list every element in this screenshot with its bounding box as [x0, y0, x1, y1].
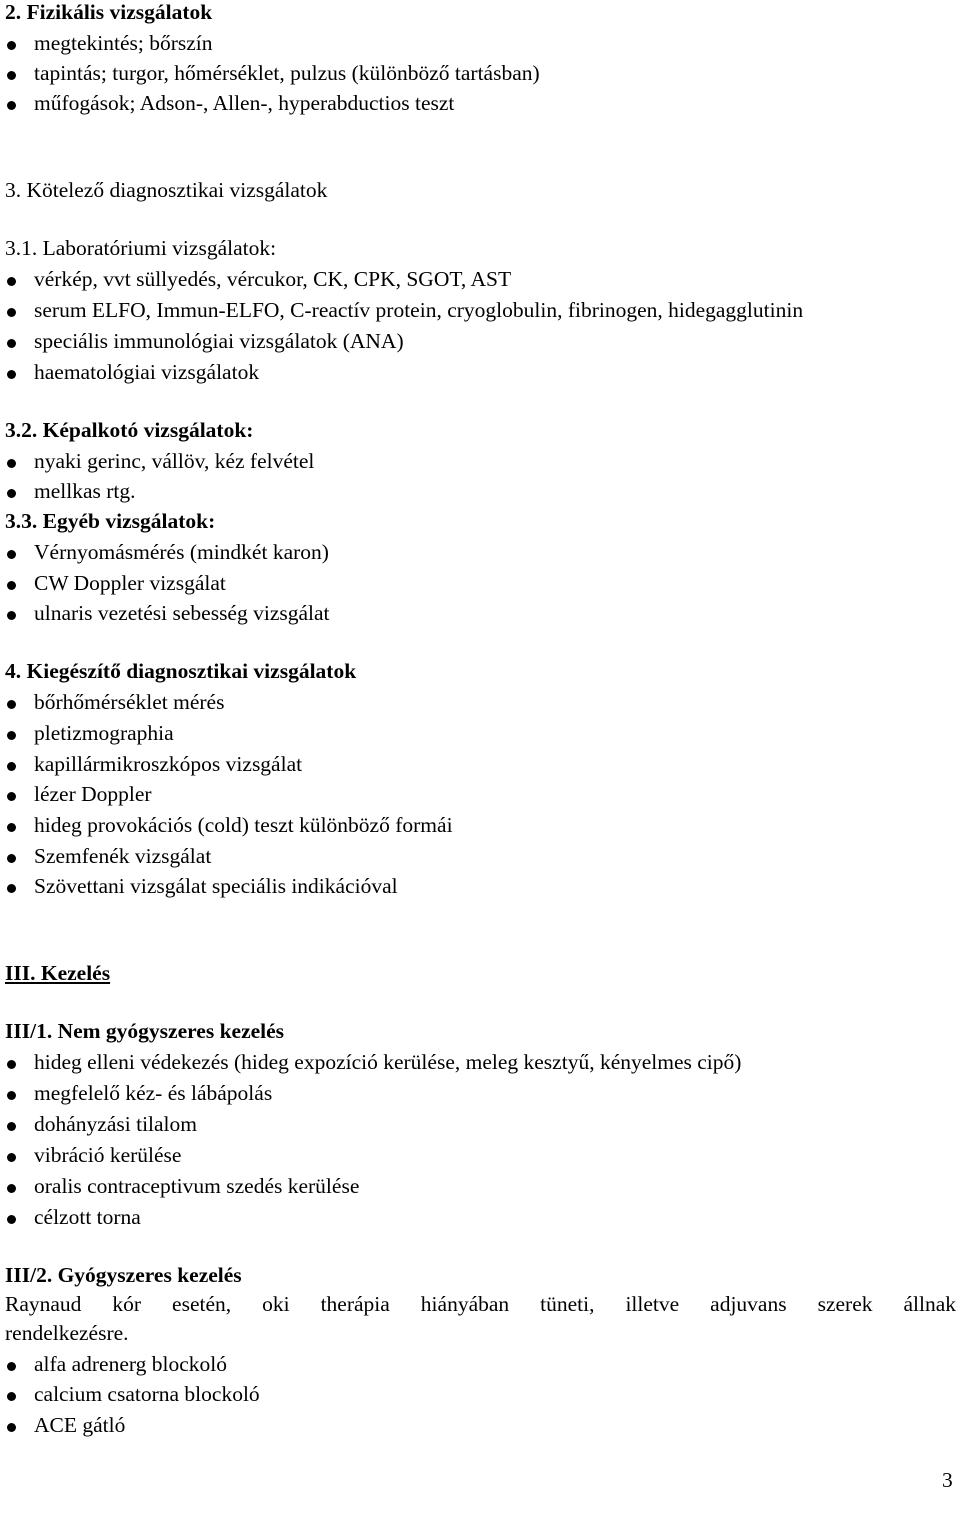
bullet-icon: [7, 101, 16, 110]
bullet-icon: [7, 459, 16, 468]
list-item-text: vérkép, vvt süllyedés, vércukor, CK, CPK, SGOT, AST: [34, 267, 512, 291]
section-3-2-heading: 3.2. Képalkotó vizsgálatok:: [5, 418, 254, 442]
list-item-text: kapillármikroszkópos vizsgálat: [34, 752, 303, 776]
list-item-text: hideg elleni védekezés (hideg expozíció kerülése, meleg kesztyű, kényelmes cipő): [34, 1050, 742, 1074]
bullet-icon: [7, 854, 16, 863]
list-item-text: bőrhőmérséklet mérés: [34, 690, 225, 714]
list-item-text: speciális immunológiai vizsgálatok (ANA): [34, 329, 404, 353]
section-III-2-heading: III/2. Gyógyszeres kezelés: [5, 1263, 242, 1287]
list-item-text: hideg provokációs (cold) teszt különböző formái: [34, 813, 453, 837]
bullet-icon: [7, 550, 16, 559]
section-4-heading: 4. Kiegészítő diagnosztikai vizsgálatok: [5, 659, 357, 683]
list-item-text: célzott torna: [34, 1205, 141, 1229]
bullet-icon: [7, 1153, 16, 1162]
bullet-icon: [7, 581, 16, 590]
section-3-3-heading: 3.3. Egyéb vizsgálatok:: [5, 509, 216, 533]
bullet-icon: [7, 1362, 16, 1371]
list-item-text: CW Doppler vizsgálat: [34, 571, 226, 595]
bullet-icon: [7, 339, 16, 348]
bullet-icon: [7, 611, 16, 620]
list-item-text: tapintás; turgor, hőmérséklet, pulzus (különböző tartásban): [34, 61, 540, 85]
paragraph-line: Raynaud kór esetén, oki therápia hiányában tüneti, illetve adjuvans szerek állnak: [5, 1292, 956, 1316]
list-item-text: Vérnyomásmérés (mindkét karon): [34, 540, 329, 564]
bullet-icon: [7, 792, 16, 801]
paragraph-line: rendelkezésre.: [5, 1321, 129, 1345]
section-III-1-heading: III/1. Nem gyógyszeres kezelés: [5, 1019, 285, 1043]
bullet-icon: [7, 1423, 16, 1432]
list-item-text: serum ELFO, Immun-ELFO, C-reactív protein, cryoglobulin, fibrinogen, hidegagglutinin: [34, 298, 804, 322]
list-item-text: vibráció kerülése: [34, 1143, 182, 1167]
list-item-text: oralis contraceptivum szedés kerülése: [34, 1174, 360, 1198]
list-item-text: lézer Doppler: [34, 782, 152, 806]
list-item-text: nyaki gerinc, vállöv, kéz felvétel: [34, 449, 315, 473]
list-item-text: megtekintés; bőrszín: [34, 31, 213, 55]
bullet-icon: [7, 700, 16, 709]
list-item-text: dohányzási tilalom: [34, 1112, 198, 1136]
list-item-text: Szemfenék vizsgálat: [34, 844, 212, 868]
section-3-heading: 3. Kötelező diagnosztikai vizsgálatok: [5, 178, 328, 202]
list-item-text: Szövettani vizsgálat speciális indikációval: [34, 874, 398, 898]
bullet-icon: [7, 762, 16, 771]
page-number: 3: [942, 1468, 953, 1492]
list-item-text: megfelelő kéz- és lábápolás: [34, 1081, 273, 1105]
bullet-icon: [7, 1215, 16, 1224]
bullet-icon: [7, 370, 16, 379]
bullet-icon: [7, 1091, 16, 1100]
list-item-text: műfogások; Adson-, Allen-, hyperabductios teszt: [34, 91, 455, 115]
bullet-icon: [7, 308, 16, 317]
bullet-icon: [7, 731, 16, 740]
bullet-icon: [7, 41, 16, 50]
bullet-icon: [7, 489, 16, 498]
list-item-text: haematológiai vizsgálatok: [34, 360, 260, 384]
list-item-text: ACE gátló: [34, 1413, 126, 1437]
bullet-icon: [7, 884, 16, 893]
list-item-text: ulnaris vezetési sebesség vizsgálat: [34, 601, 330, 625]
list-item-text: mellkas rtg.: [34, 479, 136, 503]
section-III-heading: III. Kezelés: [5, 961, 111, 985]
bullet-icon: [7, 1392, 16, 1401]
section-3-1-heading: 3.1. Laboratóriumi vizsgálatok:: [5, 236, 277, 260]
section-2-heading: 2. Fizikális vizsgálatok: [5, 0, 213, 24]
bullet-icon: [7, 1122, 16, 1131]
bullet-icon: [7, 71, 16, 80]
bullet-icon: [7, 1060, 16, 1069]
bullet-icon: [7, 277, 16, 286]
list-item-text: calcium csatorna blockoló: [34, 1382, 260, 1406]
bullet-icon: [7, 1184, 16, 1193]
list-item-text: pletizmographia: [34, 721, 174, 745]
bullet-icon: [7, 823, 16, 832]
list-item-text: alfa adrenerg blockoló: [34, 1352, 228, 1376]
